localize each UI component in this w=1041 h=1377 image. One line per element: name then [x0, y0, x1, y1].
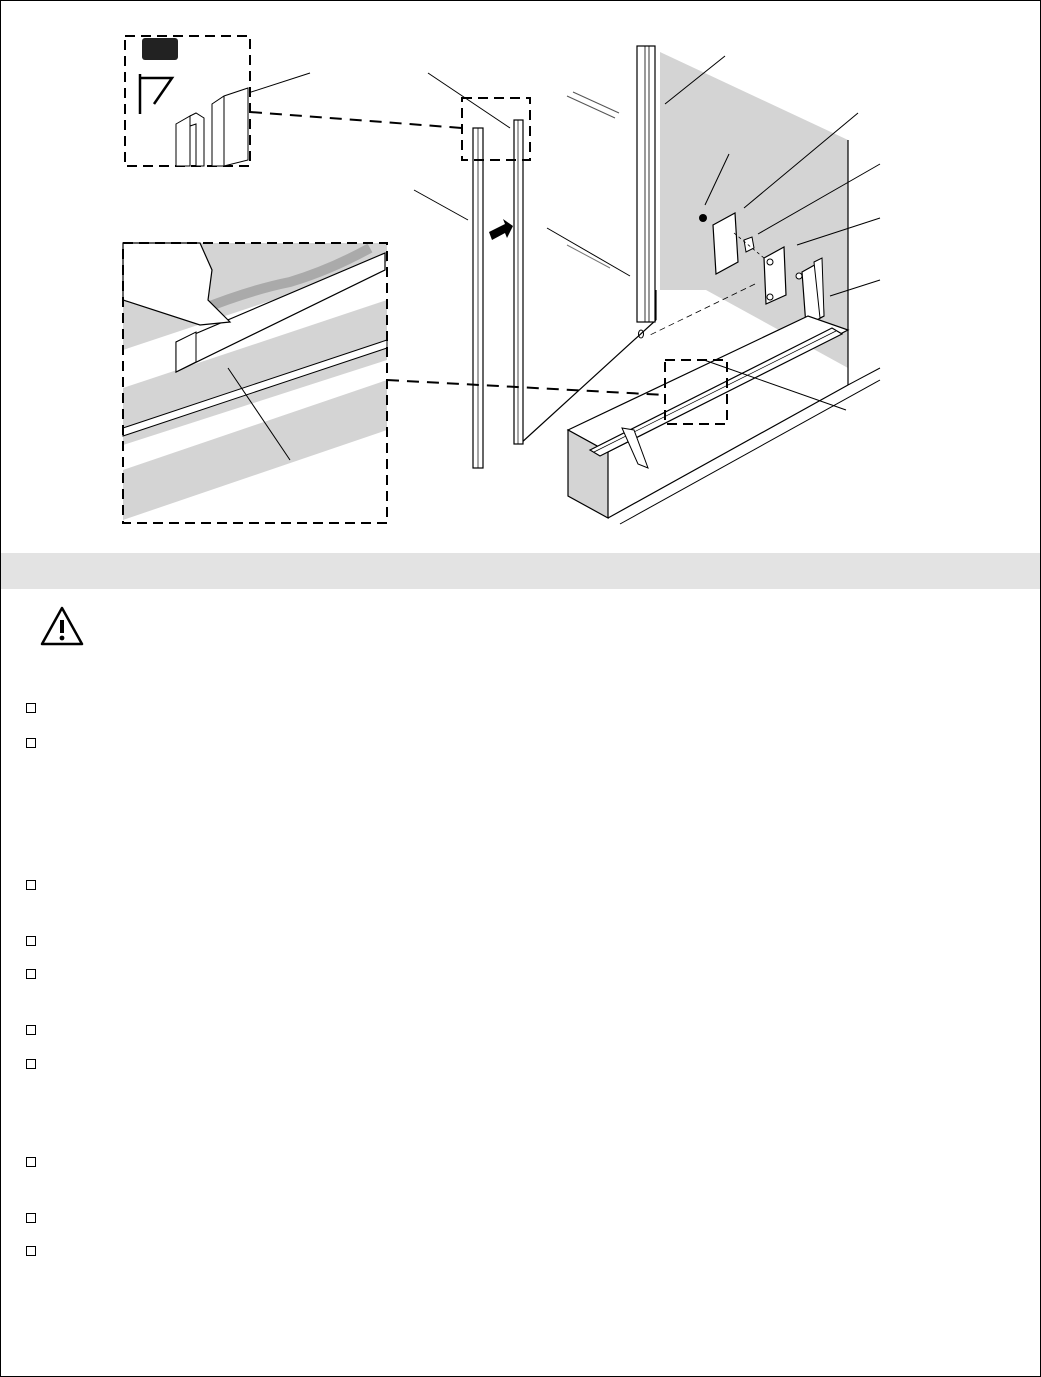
step-checkbox[interactable] [26, 703, 36, 713]
step-checkbox[interactable] [26, 1059, 36, 1069]
installation-illustration [0, 0, 1041, 552]
step-9 [26, 1213, 986, 1233]
step-checkbox[interactable] [26, 1025, 36, 1035]
step-checkbox[interactable] [26, 1213, 36, 1223]
section-band [1, 553, 1040, 589]
wall-profile [637, 46, 655, 322]
detail-box-sealant [123, 243, 387, 523]
step-3 [26, 880, 986, 900]
step-checkbox[interactable] [26, 1246, 36, 1256]
step-checkbox[interactable] [26, 969, 36, 979]
step-10 [26, 1246, 986, 1266]
arrow-icon [489, 219, 513, 240]
step-4 [26, 936, 986, 956]
step-8 [26, 1157, 986, 1177]
step-2 [26, 738, 986, 758]
step-checkbox[interactable] [26, 738, 36, 748]
screw-icon [699, 214, 707, 222]
step-6 [26, 1025, 986, 1045]
step-1 [26, 703, 986, 723]
step-checkbox[interactable] [26, 880, 36, 890]
profile-right [514, 120, 523, 444]
step-5 [26, 969, 986, 989]
warning-triangle-icon [39, 605, 85, 647]
step-7 [26, 1059, 986, 1079]
step-checkbox[interactable] [26, 936, 36, 946]
step-checkbox[interactable] [26, 1157, 36, 1167]
